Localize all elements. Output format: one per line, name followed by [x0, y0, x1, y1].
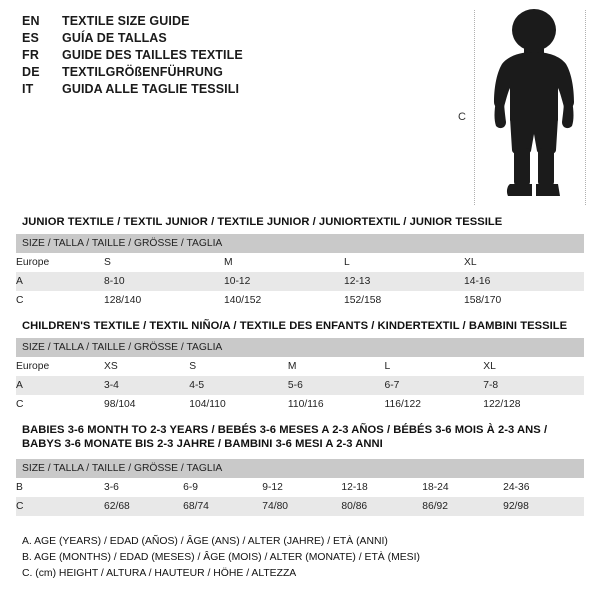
junior-size-table: [16, 234, 584, 310]
table-row: [16, 497, 584, 516]
cell: 9-12: [262, 478, 341, 497]
table-row: [16, 253, 584, 272]
language-code-en: EN: [22, 14, 40, 28]
header-title-it: GUIDA ALLE TAGLIE TESSILI: [62, 82, 240, 96]
cell: S: [189, 357, 288, 376]
row-label: Europe: [16, 357, 104, 376]
header-row: [22, 48, 442, 62]
table-band-row: [16, 459, 584, 478]
cell: 18-24: [422, 478, 503, 497]
header-title-es: GUÍA DE TALLAS: [62, 31, 167, 45]
cell: S: [104, 253, 224, 272]
row-label: A: [16, 376, 104, 395]
row-label: B: [16, 478, 104, 497]
cell: M: [224, 253, 344, 272]
cell: 140/152: [224, 291, 344, 310]
cell: 5-6: [288, 376, 385, 395]
children-size-table: [16, 338, 584, 414]
cell: XL: [464, 253, 584, 272]
header-row: [22, 14, 442, 28]
language-code-es: ES: [22, 31, 40, 45]
row-label: Europe: [16, 253, 104, 272]
cell: 110/116: [288, 395, 385, 414]
cell: 24-36: [503, 478, 584, 497]
table-band-row: [16, 338, 584, 357]
cell: 12-13: [344, 272, 464, 291]
header-title-de: TEXTILGRÖßENFÜHRUNG: [62, 65, 223, 79]
cell: 104/110: [189, 395, 288, 414]
header-row: [22, 65, 442, 79]
cell: 68/74: [183, 497, 262, 516]
cell: 3-4: [104, 376, 189, 395]
header-row: [22, 31, 442, 45]
table-row: [16, 376, 584, 395]
cell: 8-10: [104, 272, 224, 291]
cell: 158/170: [464, 291, 584, 310]
cell: 74/80: [262, 497, 341, 516]
row-label: C: [16, 497, 104, 516]
footnotes-block: [22, 534, 420, 582]
header-row: [22, 82, 442, 96]
cell: XL: [483, 357, 584, 376]
cell: 122/128: [483, 395, 584, 414]
section-title-babies: [22, 424, 547, 450]
cell: 6-9: [183, 478, 262, 497]
band-label-size: SIZE / TALLA / TAILLE / GRÖSSE / TAGLIA: [16, 338, 584, 357]
cell: 62/68: [104, 497, 183, 516]
header-language-block: [22, 14, 442, 99]
cell: 12-18: [341, 478, 422, 497]
cell: 7-8: [483, 376, 584, 395]
footnote-b: B. AGE (MONTHS) / EDAD (MESES) / ÂGE (MOIS) / ALTER (MONATE) / ETÀ (MESI): [22, 552, 420, 563]
band-label-size: SIZE / TALLA / TAILLE / GRÖSSE / TAGLIA: [16, 234, 584, 253]
footnote-c: C. (cm) HEIGHT / ALTURA / HAUTEUR / HÖHE / ALTEZZA: [22, 568, 297, 579]
section-title-babies-line2: BABYS 3-6 MONATE BIS 2-3 JAHRE / BAMBINI 3-6 MESI A 2-3 ANNI: [22, 438, 383, 450]
section-title-junior: JUNIOR TEXTILE / TEXTIL JUNIOR / TEXTILE JUNIOR / JUNIORTEXTIL / JUNIOR TESSILE: [22, 216, 503, 228]
cell: 6-7: [385, 376, 484, 395]
band-label-size: SIZE / TALLA / TAILLE / GRÖSSE / TAGLIA: [16, 459, 584, 478]
table-row: [16, 291, 584, 310]
cell: M: [288, 357, 385, 376]
cell: 3-6: [104, 478, 183, 497]
measurement-figure: [452, 6, 592, 206]
table-row: [16, 272, 584, 291]
cell: L: [385, 357, 484, 376]
babies-size-table: [16, 459, 584, 516]
cell: 86/92: [422, 497, 503, 516]
child-silhouette-icon: [482, 8, 586, 200]
cell: 92/98: [503, 497, 584, 516]
height-measure-label: C: [458, 111, 466, 123]
table-row: [16, 478, 584, 497]
cell: 152/158: [344, 291, 464, 310]
table-band-row: [16, 234, 584, 253]
header-title-fr: GUIDE DES TAILLES TEXTILE: [62, 48, 243, 62]
cell: XS: [104, 357, 189, 376]
row-label: C: [16, 395, 104, 414]
header-title-en: TEXTILE SIZE GUIDE: [62, 14, 190, 28]
cell: 128/140: [104, 291, 224, 310]
cell: 14-16: [464, 272, 584, 291]
language-code-it: IT: [22, 82, 34, 96]
table-row: [16, 357, 584, 376]
cell: 4-5: [189, 376, 288, 395]
cell: 116/122: [385, 395, 484, 414]
cell: 80/86: [341, 497, 422, 516]
section-title-children: CHILDREN'S TEXTILE / TEXTIL NIÑO/A / TEXTILE DES ENFANTS / KINDERTEXTIL / BAMBINI TESSILE: [22, 320, 568, 332]
cell: 98/104: [104, 395, 189, 414]
section-title-babies-line1: BABIES 3-6 MONTH TO 2-3 YEARS / BEBÉS 3-6 MESES A 2-3 AÑOS / BÉBÉS 3-6 MOIS À 2-3 ANS /: [22, 424, 548, 436]
row-label: C: [16, 291, 104, 310]
height-guide-line-left: [474, 10, 475, 205]
language-code-fr: FR: [22, 48, 40, 62]
row-label: A: [16, 272, 104, 291]
cell: 10-12: [224, 272, 344, 291]
footnote-a: A. AGE (YEARS) / EDAD (AÑOS) / ÂGE (ANS) / ALTER (JAHRE) / ETÀ (ANNI): [22, 536, 388, 547]
table-row: [16, 395, 584, 414]
cell: L: [344, 253, 464, 272]
language-code-de: DE: [22, 65, 40, 79]
